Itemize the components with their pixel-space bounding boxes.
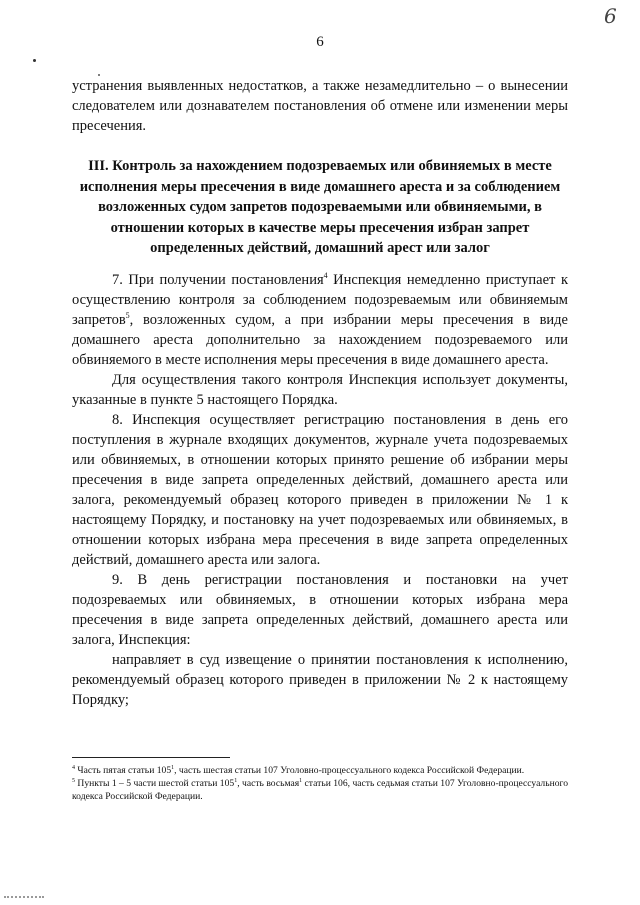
footnote-separator — [72, 757, 230, 758]
intro-text: устранения выявленных недостатков, а также незамедлительно – о вынесении следователем или дознавателем постановления об отмене или изменении меры пресечения. — [72, 78, 568, 134]
paragraph-7: 7. При получении постановления$^4$ Инспекция немедленно приступает к осуществлению контроля за соблюдением подозреваемым или обвиняемым запретов$^5$, возложенных судом, а при избрании меры пресечения в виде домашнего ареста дополнительно за нахождением подозреваемого или обвиняемого в месте исполнения меры пресечения в виде домашнего ареста. — [72, 271, 568, 368]
footnotes — [72, 764, 568, 803]
intro-paragraph — [72, 76, 568, 136]
scan-mark — [33, 59, 36, 62]
paragraph-8: 8. Инспекция осуществляет регистрацию постановления в день его поступления в журнале входящих документов, журнале учета подозреваемых или обвиняемых, в отношении которых принято решение об избрании меры пресечения в виде запрета определенных действий, домашнего ареста или залога, рекомендуемый образец которого приведен в приложении № 1 к настоящему Порядку, и постановку на учет подозреваемых или обвиняемых, в отношении которых избрана мера пресечения в виде запрета определенных действий, домашнего ареста или залога. — [72, 412, 568, 568]
main-text — [72, 270, 568, 710]
scan-edge-mark — [4, 896, 44, 902]
footnote-4: $^4$ Часть пятая статьи $105^1$, часть шестая статьи 107 Уголовно-процессуального кодекса Российской Федерации. — [72, 764, 525, 776]
paragraph-7-continued: Для осуществления такого контроля Инспекция использует документы, указанные в пункте 5 настоящего Порядка. — [72, 372, 568, 408]
footnote-5: $^5$ Пункты 1 – 5 части шестой статьи $105^1$, часть восьмая$^1$ статьи 106, часть седьмая статьи 107 Уголовно-процессуального кодекса Российской Федерации. — [72, 777, 569, 802]
footnote-ref-4[interactable]: 4 — [323, 271, 328, 281]
section-heading: III. Контроль за нахождением подозреваемых или обвиняемых в месте исполнения меры пресечения в виде домашнего ареста и за соблюдением возложенных судом запретов подозреваемыми или обвиняемыми, в отношении которых в качестве меры пресечения избран запрет определенных действий, домашний арест или залог — [79, 158, 561, 256]
paragraph-9: 9. В день регистрации постановления и постановки на учет подозреваемых или обвиняемых, в отношении которых избрана мера пресечения в виде запрета определенных действий, домашнего ареста или залога, Инспекция: — [72, 572, 568, 648]
footnote-ref-5[interactable]: 5 — [125, 311, 130, 321]
page-number: 6 — [316, 34, 324, 50]
handwritten-page-number: 6 — [604, 4, 617, 28]
paragraph-9-item: направляет в суд извещение о принятии постановления к исполнению, рекомендуемый образец которого приведен в приложении № 2 к настоящему Порядку; — [72, 652, 568, 708]
